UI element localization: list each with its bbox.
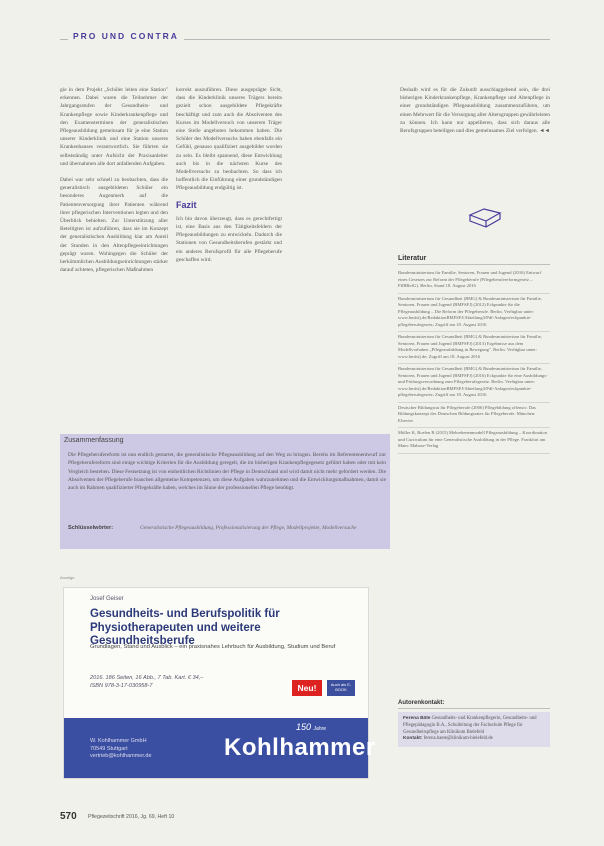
literature-item: Bundesministerium für Familie, Senioren, Frauen und Jugend (2016) Entwurf eines Gesetzes zur Reform der Pflegeberufe (Pflegeberufereformgesetz – PflBRefG). Berlin, Stand 18. August 2016	[398, 268, 550, 294]
publisher-email[interactable]: vertrieb@kohlhammer.de	[90, 753, 152, 759]
literature-item: Bundesministerium für Gesundheit (BMG) & Bundesministerium für Familie, Senioren, Frauen und Jugend (BMFSFJ) (2016) Eckpunkte für eine Ausbildungs- und Prüfungsverordnung zum Pflegeberufegesetz. Berlin. Verfügbar unter: www.bmfsfj.de/RedaktionBMFSFJ/Abteilung3/Pdf-Anlagen/eckpunkte-pflegeberufegesetz; Zugriff am 18. August 2016	[398, 364, 550, 403]
page-number: 570	[60, 811, 77, 822]
anniversary-mark	[296, 722, 326, 732]
author-contact-title: Autorenkontakt:	[398, 700, 550, 709]
paragraph: gie in dem Projekt „Schüler leiten eine Station" erkennen. Dabei waren die Teilnehmer der Jahrgangsstufen der Gesundheits- und Krankenpflege sowie Kinderkrankenpflege und den Examensterminen der generalistischen Pflegeausbildung gemeinsam für je eine Station unserer Kinderklinik und eine Station unseres Krankenhauses verantwortlich. Sie führten sie selbstständig unter Aufsicht der Praxisanleiter und übernahmen alle dort anfallenden Aufgaben.	[60, 87, 168, 167]
ad-subtitle: Grundlagen, Stand und Ausblick – ein praxisnahes Lehrbuch für Ausbildung, Studium und Beruf	[90, 644, 336, 650]
paragraph: korrekt auszuführen. Diese ausgeprägte Sicht, dass die Kinderklinik unseres Trägers bereits gezielt schon ausgebildete Pflegekräfte beschäftigt und zum auch die Absolventen des Kurses im Modellversuch von unserem Träger eine Stelle angeboten bekommen haben. Die Schüler des Modellversuchs haben ebenfalls ein Gefühl, genauso qualifiziert ausgebildet worden zu sein. Es bleibt spannend, diese Entwicklung auch bis in die nächsten Kurse des Modellversuchs zu beobachten. So dass ich hoffentlich die Einführung einer grundständigen Pflegeausbildung endgültig ist.	[176, 87, 282, 192]
anniversary-number: 150	[296, 722, 312, 732]
summary-text: Die Pflegeberufereform ist nun endlich gestartet, die generalistische Pflegeausbildung auf den Weg zu bringen. Bereits im Referentenentwurf zur Pflegeberufereform sind einige wichtige Kriterien für die Ausbildung geregelt, die im bisherigen Krankenpflegegesetz geführt haben oder mit kein Vergleich bestehen. Diese Festsetzung ist von einheitlichen Richtlinien der Pflege in Deutschland und wird damit nicht mehr gefordert werden. Die Absolventen der Pflegeberufe brauchen allgemeine Kompetenzen, um diese Aufgaben wahrzunehmen und die Entwicklungsmaßnahmen, damit sie auch im Rahmen qualifizierter Pflegekräfte haben, welches im Sinne der professionellen Pflege benötigt.	[68, 452, 386, 492]
literature-item: Bundesministerium für Gesundheit (BMG) & Bundesministerium für Familie, Senioren, Frauen und Jugend (BMFSFJ) (2012) Eckpunkte für die Pflegeausbildung – Die Reform der Pflegeberufe. Berlin. Verfügbar unter: www.bmfsfj.de/RedaktionBMFSFJ/Abteilung3/Pdf-Anlagen/eckpunkte-pflegeberufegesetz; Zugriff am 18. August 2016	[398, 294, 550, 333]
article-column-2	[176, 86, 282, 416]
keywords-label: Schlüsselwörter:	[68, 525, 114, 531]
author-contact-body	[398, 712, 550, 747]
publisher-band	[64, 718, 376, 778]
literature-item: Deutscher Bildungsrat für Pflegeberufe (2006) Pflegebildung offensiv. Das Bildungskonzept des Deutschen Bildungsrates für Pflegeberufe. München: Elsevier	[398, 403, 550, 429]
author-name: Ferena Bäte	[403, 716, 431, 721]
open-book-icon	[468, 207, 502, 231]
publisher-contact	[90, 738, 152, 761]
publisher-city: 70549 Stuttgart	[90, 745, 128, 752]
advertisement-label: Anzeige	[60, 575, 75, 580]
paragraph: Dabei war sehr schnell zu beobachten, dass die generalistisch ausgebildeten Schüler ein besonderes Augenmerk auf die Patientenversorgung ihrer Patienten während ihrer pflegerischen Interventionen legten und den Überblick behielten. Zur Unterstützung aller Beteiligten ist aufzuführen, dass sie im Konzept der generalistischen Ausbildung klar am Anteil der Stunden in den Altenpflegeeinrichtungen geprägt waren. Wohingegen die Schüler der herkömmlichen Ausbildungseinrichtungen stärker darauf achteten, pflegerischen Maßnahmen	[60, 177, 168, 274]
book-advertisement[interactable]	[63, 587, 376, 779]
ad-specs-isbn: ISBN 978-3-17-030958-7	[90, 683, 153, 689]
article-column-1	[60, 86, 168, 416]
literature-item: Bundesministerium für Gesundheit (BMG) & Bundesministerium für Familie, Senioren, Frauen und Jugend (BMFSFJ) (2013) Ergebnisse aus dem Modellvorhaben „Pflegeausbildung in Bewegung". Berlin. Verfügbar unter: www.bmfsfj.de; Zugriff am 18. August 2016	[398, 332, 550, 364]
summary-box	[60, 434, 390, 549]
fazit-heading: Fazit	[176, 199, 197, 210]
summary-title: Zusammenfassung	[64, 437, 124, 444]
author-email[interactable]: ferena.baete@klinikum-bielefeld.de	[423, 736, 493, 742]
literature-item: Müller K, Roelen R (2015) Mehrebenenmodell Pflegeausbildung – Koordination und Curriculum für eine Generalistische Ausbildung in der Pflege. Frankfurt am Main: Mabuse-Verlag	[398, 428, 550, 454]
ad-specs-pages-price: 2016. 186 Seiten, 16 Abb., 7 Tab. Kart. € 34,–	[90, 675, 204, 681]
article-column-3	[400, 86, 550, 206]
ad-author: Josef Geiser	[90, 596, 124, 602]
ad-specs	[90, 674, 203, 690]
section-header-rule	[60, 31, 550, 54]
literature-title: Literatur	[398, 255, 550, 265]
journal-citation: Pflegezeitschrift 2016, Jg. 69, Heft 10	[88, 814, 175, 820]
literature-box	[398, 255, 550, 454]
ad-title: Gesundheits- und Berufspolitik für Physiotherapeuten und weitere Gesundheitsberufe	[90, 608, 280, 647]
new-badge: Neu!	[292, 680, 322, 696]
keywords-text: Generalistische Pflegeausbildung, Professionalisierung der Pflege, Modellprojekte, Modellversuche	[140, 525, 357, 531]
author-contact-box	[398, 700, 550, 747]
section-title: PRO UND CONTRA	[68, 31, 184, 41]
paragraph: Ich bin davon überzeugt, dass es gerechtfertigt ist, eine Basis aus den Tätigkeitsfeldern der Pflegeausbildungen zu entwickeln. Dadurch die Stationen von Gesundheitsberufen gestärkt und ein anderes Berufsprofil für alle Pflegeberufe geschaffen wird.	[176, 215, 282, 263]
contact-label: Kontakt:	[403, 736, 423, 742]
anniversary-word: Jahre	[313, 726, 327, 732]
publisher-name: W. Kohlhammer GmbH	[90, 738, 147, 744]
publisher-logo: Kohlhammer	[224, 734, 376, 761]
ebook-badge: Auch als E-BOOK	[327, 680, 355, 696]
paragraph: Deshalb wird es für die Zukunft ausschlaggebend sein, die drei bisherigen Kinderkrankenpflege, Krankenpflege und Altenpflege in einer grundständigen Pflegeausbildung zusammenzuführen, um einen Mehrwert für die Versorgung aller Altersgruppen gewährleisten zu können. Ich kann nur appellieren, dass sich daraus alle Berufsgruppen beteiligen und dies gemeinsames Ziel verfolgen. ◄◄	[400, 87, 550, 135]
author-description: Gesundheits- und Krankenpflegerin, Gesundheits- und Pflegepädagogin B.A., Schulleitung der Fachschule Pflege für Gesundheitspflege am Klinikum Bielefeld	[403, 716, 537, 735]
